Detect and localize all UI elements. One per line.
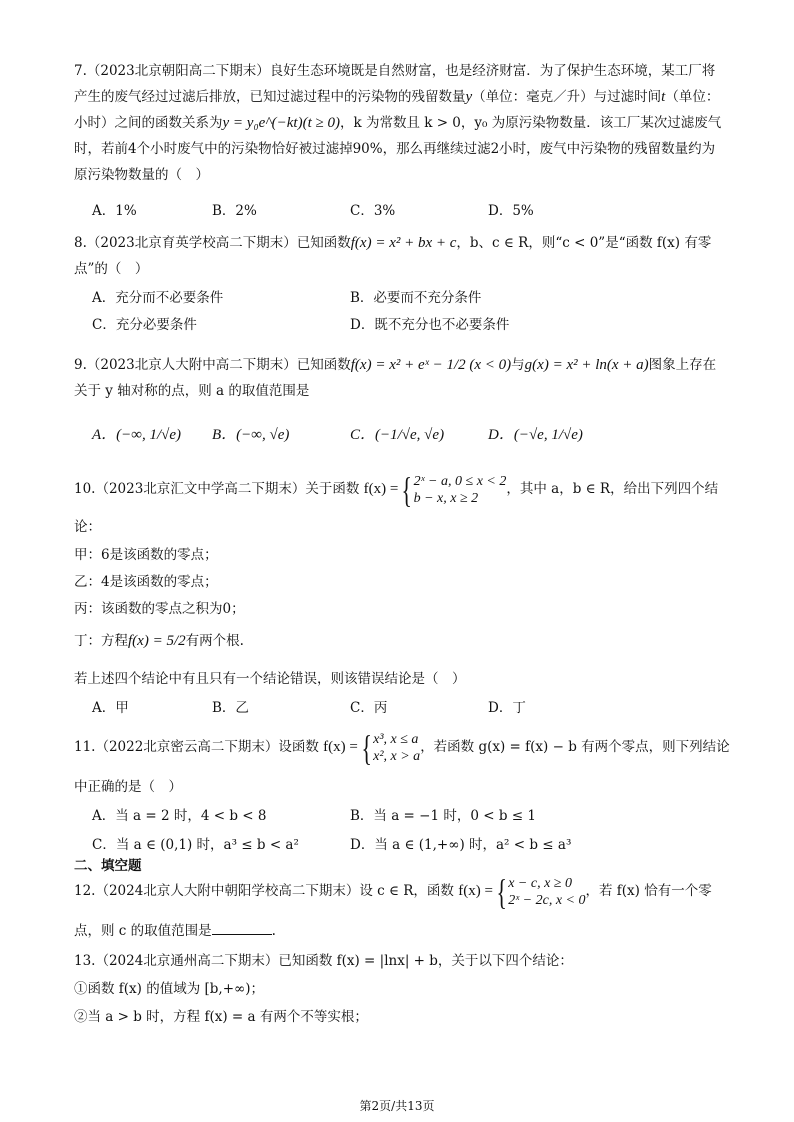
question-12-line2	[74, 920, 276, 942]
q12-piecewise	[458, 871, 586, 912]
q11-brace: {	[361, 727, 372, 768]
q10-statement-3: 丙：该函数的零点之积为0；	[74, 601, 245, 617]
q11-option-d[interactable]: D．当 a ∈ (1,+∞) 时，a² < b ≤ a³	[350, 837, 572, 853]
q13-statement-2: ②当 a > b 时，方程 f(x) = a 有两个不等实根；	[74, 1009, 368, 1025]
q11-f-of-x: f(x) =	[323, 739, 358, 755]
q11-piecewise	[323, 727, 421, 768]
q11-text-c: 中正确的是（ ）	[74, 779, 182, 795]
q7-text-c: （单位：小时）之间的函数关系为	[74, 89, 720, 131]
q7-text-d: ，k 为常数且 k > 0，y₀ 为原污染物数量．该工厂某次过滤废气时，若前4个小时废气中的污染物恰好被过滤掉90%，那么再继续过滤2小时，废气中污染物的残留数量约为原污染物数量的（ ）	[74, 115, 722, 183]
q10-s4-text-a: 丁：方程	[74, 633, 128, 649]
q11-option-c[interactable]: C．当 a ∈ (0,1) 时，a³ ≤ b < a²	[92, 837, 299, 853]
q10-statement-4	[74, 630, 244, 652]
q9-formula-f: f(x) = x² + eˣ − 1/2 (x < 0)	[350, 357, 512, 373]
question-13: 13.（2024北京通州高二下期末）已知函数 f(x) = |lnx| + b，关于以下四个结论：	[74, 953, 573, 969]
q12-text-c: 点，则 c 的取值范围是	[74, 923, 212, 939]
question-9	[74, 352, 724, 404]
q10-statement-2: 乙：4是该函数的零点；	[74, 574, 218, 590]
question-12-line1	[74, 872, 712, 910]
q8-option-a[interactable]: A．充分而不必要条件	[92, 290, 224, 306]
q10-cases	[414, 473, 507, 507]
q11-text-b: ，若函数 g(x) = f(x) − b 有两个零点，则下列结论	[420, 739, 730, 755]
section-heading-fill-in: 二、填空题	[74, 858, 142, 874]
q10-option-c[interactable]: C．丙	[350, 700, 388, 716]
q12-text-b: ，若 f(x) 恰有一个零	[585, 883, 712, 899]
q11-case-1: x³, x ≤ a	[373, 731, 419, 747]
q10-text-a: 10.（2023北京汇文中学高二下期末）关于函数	[74, 481, 360, 497]
q7-var-t: t	[661, 89, 666, 105]
q12-answer-blank[interactable]	[212, 920, 272, 935]
q8-option-d[interactable]: D．既不充分也不必要条件	[350, 317, 510, 333]
q9-option-c[interactable]: C．(−1/√e, √e)	[350, 427, 445, 443]
q10-piecewise	[363, 469, 507, 510]
question-7	[74, 58, 724, 188]
q10-case-1: 2ˣ − a, 0 ≤ x < 2	[413, 473, 507, 489]
q10-text-b: ，其中 a，b ∈ R，给出下列四个结	[506, 481, 719, 497]
q9-text-c: 图象上存在关于 y 轴对称的点，则 a 的取值范围是	[74, 357, 717, 399]
q10-option-a[interactable]: A．甲	[92, 700, 129, 716]
q12-case-1: x − c, x ≥ 0	[508, 875, 572, 891]
q9-option-d[interactable]: D．(−√e, 1/√e)	[488, 427, 583, 443]
q9-text-b: 与	[511, 357, 525, 373]
q7-text-a: 7.（2023北京朝阳高二下期末）良好生态环境既是自然财富，也是经济财富．为了保护生态环境，某工厂将产生的废气经过过滤后排放，已知过滤过程中的污染物的残留数量	[74, 63, 716, 105]
q8-option-b[interactable]: B．必要而不充分条件	[350, 290, 482, 306]
q11-text-a: 11.（2022北京密云高二下期末）设函数	[74, 739, 319, 755]
q10-s4-formula: f(x) = 5/2	[128, 633, 186, 649]
question-8	[74, 230, 724, 282]
q10-option-b[interactable]: B．乙	[212, 700, 249, 716]
q9-formula-g: g(x) = x² + ln(x + a)	[524, 357, 649, 373]
q11-option-a[interactable]: A．当 a = 2 时，4 < b < 8	[92, 808, 267, 824]
q8-text-a: 8.（2023北京育英学校高二下期末）已知函数	[74, 235, 351, 251]
q10-brace: {	[401, 469, 413, 510]
q12-text-a: 12.（2024北京人大附中朝阳学校高二下期末）设 c ∈ R，函数	[74, 883, 454, 899]
q9-option-b[interactable]: B．(−∞, √e)	[212, 427, 290, 443]
question-11-line1	[74, 728, 730, 766]
q12-text-d: .	[271, 923, 276, 939]
page-number-footer: 第2页/共13页	[359, 1099, 435, 1113]
q8-text-b: ，b、c ∈ R，则“c < 0”是“函数 f(x) 有零点”的（ ）	[74, 235, 712, 277]
q12-f-of-x: f(x) =	[458, 883, 493, 899]
q10-s4-text-b: 有两个根.	[185, 633, 244, 649]
q9-text-a: 9.（2023北京人大附中高二下期末）已知函数	[74, 357, 351, 373]
q11-option-b[interactable]: B．当 a = −1 时，0 < b ≤ 1	[350, 808, 536, 824]
q7-option-c[interactable]: C．3%	[350, 203, 396, 219]
q12-cases	[508, 875, 585, 909]
q7-option-d[interactable]: D．5%	[488, 203, 534, 219]
q7-option-a[interactable]: A．1%	[92, 203, 137, 219]
q7-option-b[interactable]: B．2%	[212, 203, 257, 219]
q10-f-of-x: f(x) =	[363, 481, 399, 497]
question-10-line1	[74, 470, 718, 508]
q8-formula: f(x) = x² + bx + c	[350, 235, 457, 251]
q7-text-b: （单位：毫克／升）与过滤时间	[472, 89, 662, 105]
q9-option-a[interactable]: A．(−∞, 1/√e)	[92, 427, 182, 443]
q7-formula: y = y₀e^(−kt)(t ≥ 0)	[222, 115, 340, 131]
q8-option-c[interactable]: C．充分必要条件	[92, 317, 197, 333]
q11-case-2: x², x > a	[373, 748, 421, 764]
q12-case-2: 2ˣ − 2c, x < 0	[508, 892, 586, 908]
q10-option-d[interactable]: D．丁	[488, 700, 526, 716]
q12-brace: {	[496, 871, 507, 912]
q10-question: 若上述四个结论中有且只有一个结论错误，则该错误结论是（ ）	[74, 671, 466, 687]
q10-statement-1: 甲：6是该函数的零点；	[74, 547, 218, 563]
q10-case-2: b − x, x ≥ 2	[413, 490, 479, 506]
q11-cases	[373, 731, 420, 765]
q7-var-y: y	[465, 89, 473, 105]
q10-text-c: 论：	[74, 519, 101, 535]
q13-statement-1: ①函数 f(x) 的值域为 [b,+∞)；	[74, 981, 265, 997]
